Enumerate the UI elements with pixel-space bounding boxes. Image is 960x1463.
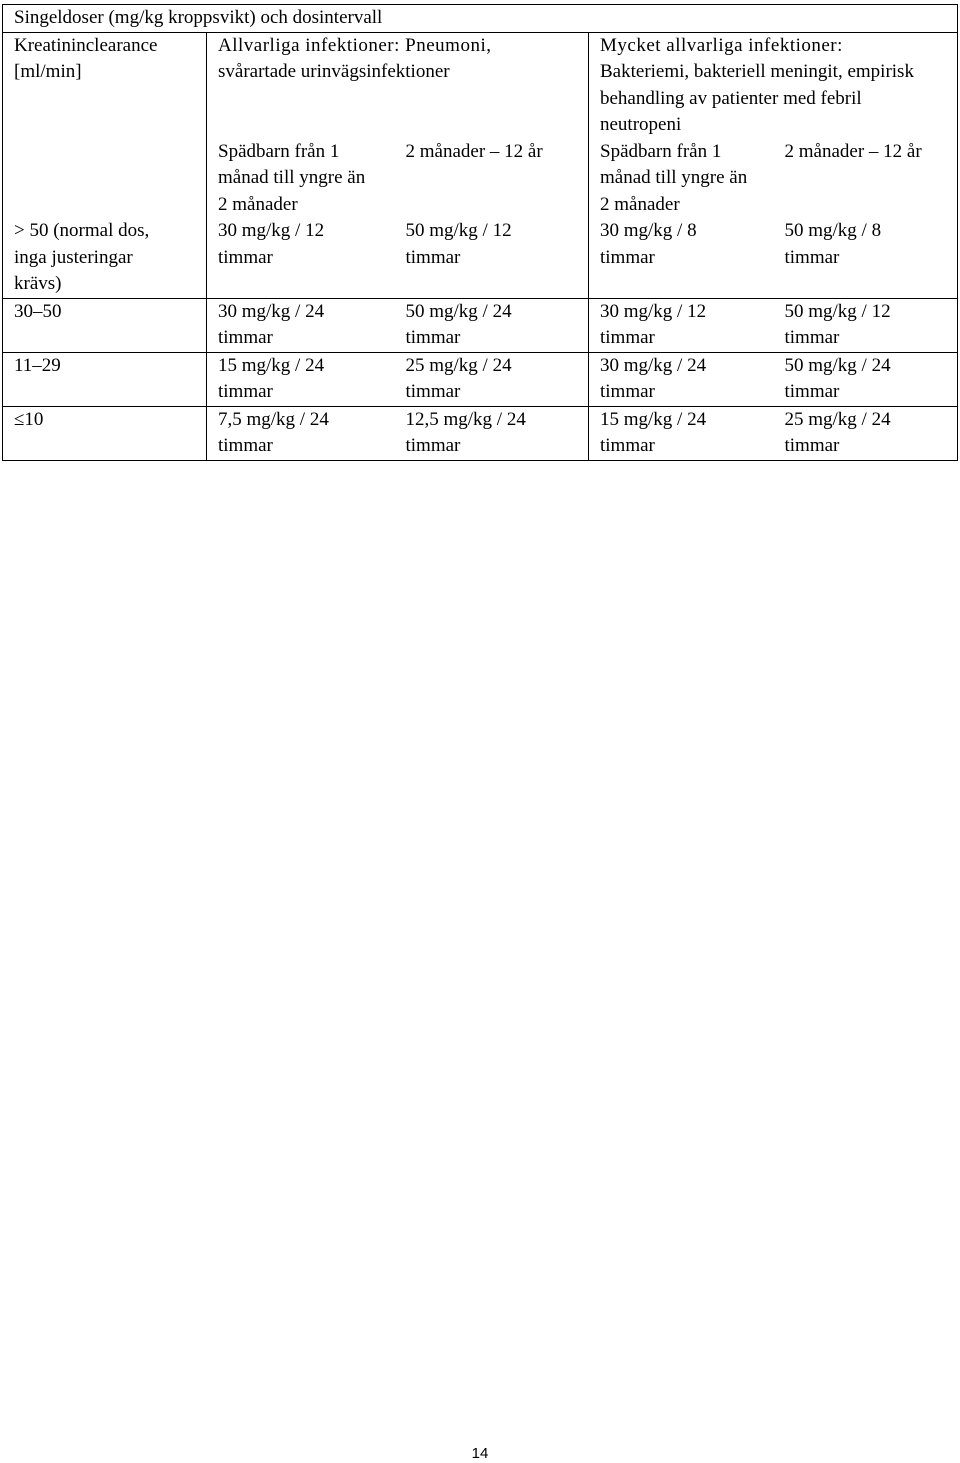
dose-line: timmar xyxy=(218,246,273,268)
dose-line: timmar xyxy=(218,327,273,348)
dose-cell xyxy=(395,218,589,298)
age-header-line: 2 månader xyxy=(218,193,298,215)
very-severe-infections-header xyxy=(589,32,958,139)
table-row xyxy=(3,218,958,298)
severe-infections-header xyxy=(207,32,589,139)
age-header-child xyxy=(395,139,589,219)
dose-line: timmar xyxy=(405,246,461,268)
table-caption: Singeldoser (mg/kg kroppsvikt) och dosintervall xyxy=(3,5,958,33)
dose-line: 50 mg/kg / 8 xyxy=(784,220,882,241)
dose-cell xyxy=(589,298,774,352)
dose-line: timmar xyxy=(784,246,840,268)
dose-line: timmar xyxy=(784,435,840,456)
age-header-infant xyxy=(207,139,395,219)
dose-cell xyxy=(395,352,589,406)
table-row xyxy=(3,406,958,460)
age-header-line: Spädbarn från 1 xyxy=(218,140,340,162)
table-row xyxy=(3,352,958,406)
age-header-row xyxy=(3,139,958,219)
dose-line: 50 mg/kg / 12 xyxy=(784,300,891,322)
dose-line: timmar xyxy=(600,327,655,348)
dose-line: 50 mg/kg / 24 xyxy=(405,300,512,322)
dose-cell xyxy=(395,298,589,352)
dose-line: 7,5 mg/kg / 24 xyxy=(218,408,329,430)
clearance-header-line: [ml/min] xyxy=(14,61,82,82)
clearance-cell xyxy=(3,406,207,460)
age-header-line: 2 månader – 12 år xyxy=(784,140,922,162)
age-header-line: Spädbarn från 1 xyxy=(600,140,722,162)
age-header-infant xyxy=(589,139,774,219)
clearance-cell xyxy=(3,352,207,406)
dose-line: 30 mg/kg / 12 xyxy=(600,300,707,322)
dose-cell xyxy=(589,352,774,406)
clearance-line: krävs) xyxy=(14,273,62,294)
severe-infections-header-line: svårartade urinvägsinfektioner xyxy=(218,61,450,82)
age-header-line: månad till yngre än xyxy=(600,167,748,188)
dose-line: 30 mg/kg / 12 xyxy=(218,220,325,241)
dose-line: 30 mg/kg / 8 xyxy=(600,220,697,241)
dose-line: timmar xyxy=(784,381,840,402)
dose-line: 50 mg/kg / 24 xyxy=(784,354,891,376)
dose-line: timmar xyxy=(405,327,461,348)
dose-line: timmar xyxy=(600,435,655,456)
dose-cell xyxy=(774,406,958,460)
dose-cell xyxy=(395,406,589,460)
age-header-line: 2 månader xyxy=(600,193,680,215)
dose-line: timmar xyxy=(218,381,273,402)
page-number: 14 xyxy=(471,1445,489,1462)
age-header-child xyxy=(774,139,958,219)
dose-line: timmar xyxy=(405,435,461,456)
dose-cell xyxy=(207,218,395,298)
clearance-cell xyxy=(3,298,207,352)
very-severe-infections-header-line: Bakteriemi, bakteriell meningit, empirisk xyxy=(600,61,914,82)
clearance-line: ≤10 xyxy=(14,408,44,430)
dose-cell xyxy=(207,352,395,406)
dose-cell xyxy=(589,406,774,460)
very-severe-infections-header-line: behandling av patienter med febril xyxy=(600,87,862,109)
age-header-empty-cell xyxy=(3,139,207,219)
dose-line: timmar xyxy=(218,435,273,456)
dose-line: 25 mg/kg / 24 xyxy=(405,354,512,376)
clearance-line: 30–50 xyxy=(14,300,62,322)
clearance-line: 11–29 xyxy=(14,354,61,376)
clearance-line: inga justeringar xyxy=(14,246,133,268)
age-header-line: 2 månader – 12 år xyxy=(405,140,543,162)
dose-cell xyxy=(774,298,958,352)
dose-line: 30 mg/kg / 24 xyxy=(600,354,707,376)
dose-line: timmar xyxy=(405,381,461,402)
dose-line: 12,5 mg/kg / 24 xyxy=(405,408,526,430)
dose-line: 25 mg/kg / 24 xyxy=(784,408,891,430)
clearance-line: > 50 (normal dos, xyxy=(14,220,150,241)
dose-cell xyxy=(207,298,395,352)
dosing-table xyxy=(2,4,958,461)
very-severe-infections-header-line: neutropeni xyxy=(600,114,682,135)
dose-cell xyxy=(589,218,774,298)
dose-cell xyxy=(207,406,395,460)
dose-line: 30 mg/kg / 24 xyxy=(218,300,325,322)
age-header-line: månad till yngre än xyxy=(218,167,366,188)
dose-line: 15 mg/kg / 24 xyxy=(218,354,325,376)
table-row xyxy=(3,298,958,352)
dose-line: 50 mg/kg / 12 xyxy=(405,220,512,241)
dose-cell xyxy=(774,352,958,406)
dose-line: timmar xyxy=(600,381,655,402)
dose-line: timmar xyxy=(600,246,655,268)
dose-cell xyxy=(774,218,958,298)
dose-line: 15 mg/kg / 24 xyxy=(600,408,707,430)
clearance-cell xyxy=(3,218,207,298)
dose-line: timmar xyxy=(784,327,840,348)
clearance-header xyxy=(3,32,207,139)
clearance-header-line: Kreatininclearance xyxy=(14,34,158,56)
very-severe-infections-header-line: Mycket allvarliga infektioner: xyxy=(600,34,843,56)
table-caption-row xyxy=(3,5,958,33)
severe-infections-header-line: Allvarliga infektioner: Pneumoni, xyxy=(218,34,492,56)
group-header-row xyxy=(3,32,958,139)
